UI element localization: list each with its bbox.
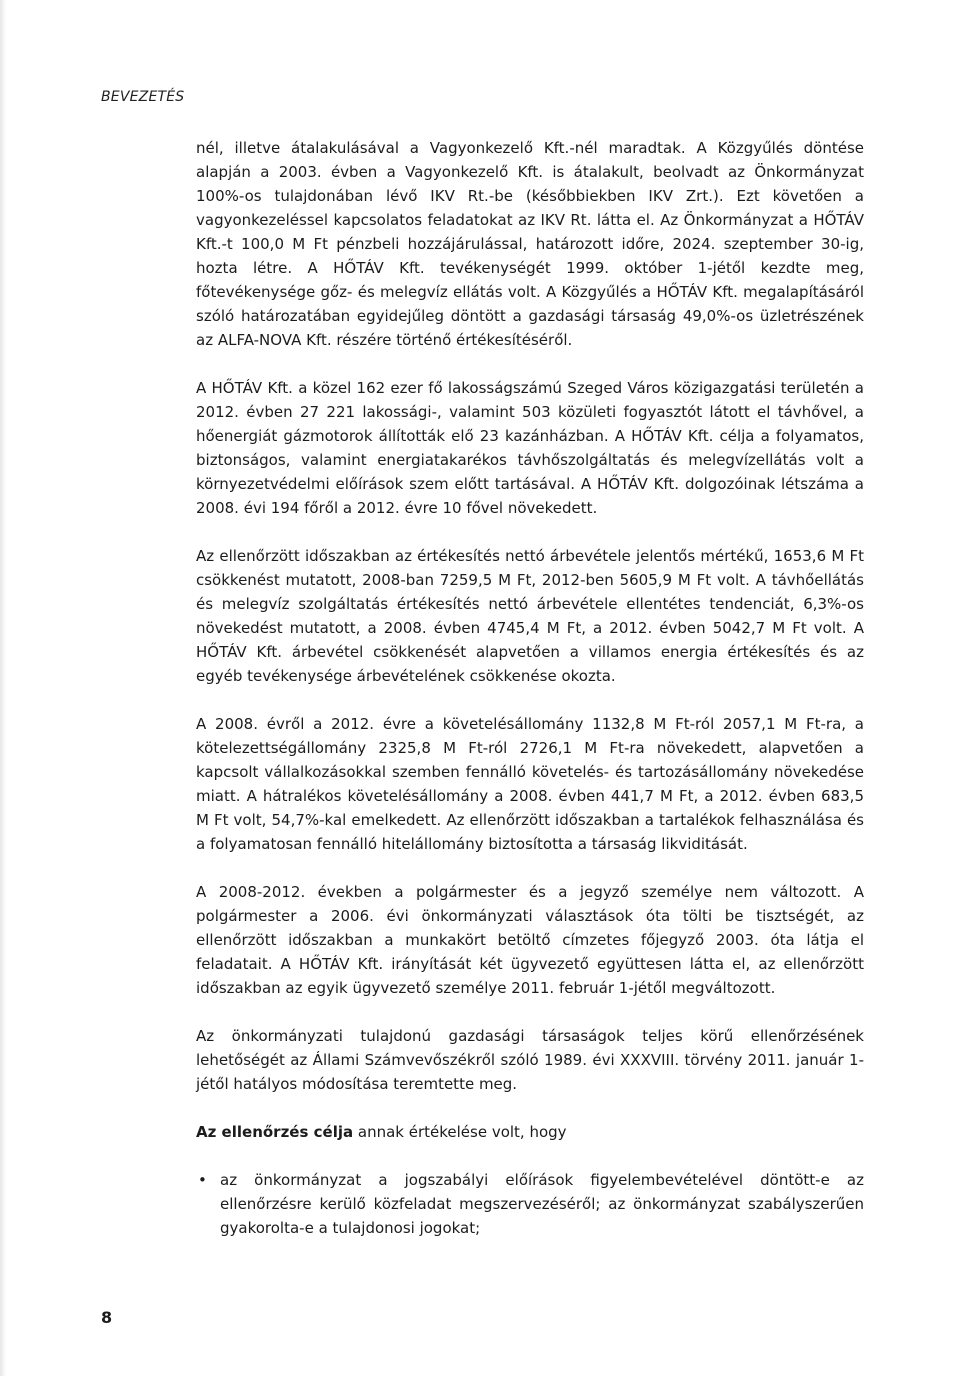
running-header: BEVEZETÉS xyxy=(101,89,185,105)
body-text xyxy=(196,136,864,1240)
objective-bold-lead: Az ellenőrzés célja xyxy=(196,1123,354,1141)
paragraph-1: nél, illetve átalakulásával a Vagyonkezelő Kft.-nél maradtak. A Közgyűlés döntése alapján a 2003. évben a Vagyonkezelő Kft. is átalakult, beolvadt az Önkormányzat 100%-os tulajdonában lévő IKV Rt.-be (későbbiekben IKV Zrt.). Ezt követően a vagyonkezeléssel kapcsolatos feladatokat az IKV Rt. látta el. Az Önkormányzat a HŐTÁV Kft.-t 100,0 M Ft pénzbeli hozzájárulással, határozott időre, 2024. szeptember 30-ig, hozta létre. A HŐTÁV Kft. tevékenységét 1999. október 1-jétől kezdte meg, főtevékenysége gőz- és melegvíz ellátás volt. A Közgyűlés a HŐTÁV Kft. megalapításáról szóló határozatában egyidejűleg döntött a gazdasági társaság 49,0%-os üzletrészének az ALFA-NOVA Kft. részére történő értékesítéséről. xyxy=(196,139,864,349)
objective-intro xyxy=(196,1120,864,1144)
objective-intro-rest: annak értékelése volt, hogy xyxy=(353,1123,567,1141)
objective-list xyxy=(196,1168,864,1240)
list-item-text: az önkormányzat a jogszabályi előírások figyelembevételével döntött-e az ellenőrzésre kerülő közfeladat megszervezéséről; az önkormányzat szabályszerűen gyakorolta-e a tulajdonosi jogokat; xyxy=(220,1171,864,1237)
paragraph-3: Az ellenőrzött időszakban az értékesítés nettó árbevétele jelentős mértékű, 1653,6 M Ft csökkenést mutatott, 2008-ban 7259,5 M Ft, 2012-ben 5605,9 M Ft volt. A távhőellátás és melegvíz szolgáltatás értékesítés nettó árbevétele ellentétes tendenciát, 6,3%-os növekedést mutatott, a 2008. évben 4745,4 M Ft, a 2012. évben 5042,7 M Ft volt. A HŐTÁV Kft. árbevétel csökkenését alapvetően a villamos energia értékesítés és az egyéb tevékenysége árbevételének csökkenése okozta. xyxy=(196,547,864,685)
bullet-icon: • xyxy=(198,1171,207,1189)
scan-shadow-edge xyxy=(0,0,6,1376)
paragraph-4: A 2008. évről a 2012. évre a követelésállomány 1132,8 M Ft-ról 2057,1 M Ft-ra, a kötelezettségállomány 2325,8 M Ft-ról 2726,1 M Ft-ra növekedett, alapvetően a kapcsolt vállalkozásokkal szemben fennálló követelés- és tartozásállomány növekedése miatt. A hátralékos követelésállomány a 2008. évben 441,7 M Ft, a 2012. évben 683,5 M Ft volt, 54,7%-kal emelkedett. Az ellenőrzött időszakban a tartalékok felhasználása és a folyamatosan fennálló hitelállomány biztosította a társaság likviditását. xyxy=(196,715,864,853)
paragraph-2: A HŐTÁV Kft. a közel 162 ezer fő lakosságszámú Szeged Város közigazgatási területén a 2012. évben 27 221 lakossági-, valamint 503 közületi fogyasztót látott el távhővel, a hőenergiát gázmotorok állították elő 23 kazánházban. A HŐTÁV Kft. célja a folyamatos, biztonságos, valamint energiatakarékos távhőszolgáltatás és melegvízellátás volt a környezetvédelmi előírások szem előtt tartásával. A HŐTÁV Kft. dolgozóinak létszáma a 2008. évi 194 főről a 2012. évre 10 fővel növekedett. xyxy=(196,379,864,517)
list-item xyxy=(196,1168,864,1240)
paragraph-5: A 2008-2012. években a polgármester és a jegyző személye nem változott. A polgármester a 2006. évi önkormányzati választások óta tölti be tisztségét, az ellenőrzött időszakban a munkakört betöltő címzetes főjegyző 2003. óta látja el feladatait. A HŐTÁV Kft. irányítását két ügyvezető együttesen látta el, az ellenőrzött időszakban az egyik ügyvezető személye 2011. február 1-jétől megváltozott. xyxy=(196,883,864,997)
paragraph-6: Az önkormányzati tulajdonú gazdasági társaságok teljes körű ellenőrzésének lehetőségét az Állami Számvevőszékről szóló 1989. évi XXXVIII. törvény 2011. január 1-jétől hatályos módosítása teremtette meg. xyxy=(196,1027,864,1093)
page-number: 8 xyxy=(101,1308,113,1327)
